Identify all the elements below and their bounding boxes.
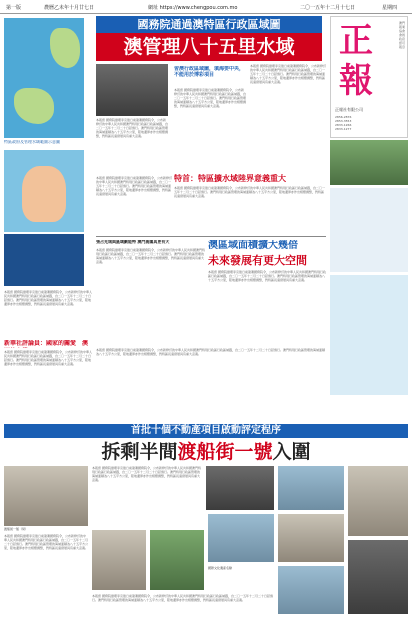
bottom-caption-1: 渡船街一號（局） (4, 527, 29, 531)
building-photo-1 (278, 466, 344, 510)
page-number: 第一版 (6, 5, 22, 11)
hand-illustration (4, 150, 84, 232)
lead-headline: 澳管理八十五里水域 (96, 33, 322, 61)
map-caption: 特區政府及管理水域範圍示意圖 (4, 140, 60, 144)
phone-1: 2856-2876 (335, 115, 352, 119)
section-body-3: 本報訊 國務院總理李克強日前簽署國務院令，公布新修訂的中華人民共和國澳門特別行政區行政區域圖，自二〇一五年十二月二十日起施行。澳門特別行政區管理的海域面積為八十五平方公里，陸地邊界亦作出相應調整，對特區長遠發展具有重大意義。 (96, 248, 205, 264)
weekday: 星期四 (382, 5, 398, 11)
section-body-1: 本報訊 國務院總理李克強日前簽署國務院令，公布新修訂的中華人民共和國澳門特別行政區行政區域圖，自二〇一五年十二月二十日起施行。澳門特別行政區管理的海域面積為八十五平方公里，陸地邊界亦作出相應調整，對特區長遠發展具有重大意義。 (96, 176, 172, 196)
building-photo-4 (150, 530, 204, 590)
building-photo-2 (348, 466, 408, 536)
lead-body-2: 本報訊 國務院總理李克強日前簽署國務院令，公布新修訂的中華人民共和國澳門特別行政區行政區域圖，自二〇一五年十二月二十日起施行。澳門特別行政區管理的海域面積為八十五平方公里，陸地邊界亦作出相應調整，對特區長遠發展具有重大意義。 (174, 88, 246, 108)
building-photo-7 (278, 566, 344, 614)
middle-body: 本報訊 國務院總理李克強日前簽署國務院令，公布新修訂的中華人民共和國澳門特別行政區行政區域圖，自二〇一五年十二月二十日起施行。澳門特別行政區管理的海域面積為八十五平方公里，陸地邊界亦作出相應調整，對特區長遠發展具有重大意義。 (96, 348, 325, 356)
map-land (50, 28, 80, 68)
site-url: 網址 https://www.chengpou.com.mo (148, 5, 238, 11)
bottom-headline-b: 渡船街一號 (177, 441, 273, 463)
phone-4: 2833-1277 (335, 127, 352, 131)
left-body-2: 本報訊 國務院總理李克強日前簽署國務院令，公布新修訂的中華人民共和國澳門特別行政區行政區域圖，自二〇一五年十二月二十日起施行。澳門特別行政區管理的海域面積為八十五平方公里，陸地邊界亦作出相應調整，對特區長遠發展具有重大意義。 (4, 350, 92, 366)
bottom-kicker: 首批十個不動產項目啟動評定程序 (4, 424, 408, 438)
masthead (330, 16, 408, 138)
meeting-photo (96, 64, 168, 116)
ad-panel-middle (330, 188, 408, 272)
subhead-6: 新華社評論員：國家的關愛 澳 (4, 340, 89, 347)
building-photo-5 (208, 514, 274, 562)
left-body-1: 本報訊 國務院總理李克強日前簽署國務院令，公布新修訂的中華人民共和國澳門特別行政區行政區域圖，自二〇一五年十二月二十日起施行。澳門特別行政區管理的海域面積為八十五平方公里，陸地邊界亦作出相應調整，對特區長遠發展具有重大意義。 (4, 290, 92, 306)
building-photo-6 (278, 514, 344, 562)
lead-body-3: 本報訊 國務院總理李克強日前簽署國務院令，公布新修訂的中華人民共和國澳門特別行政區行政區域圖，自二〇一五年十二月二十日起施行。澳門特別行政區管理的海域面積為八十五平方公里，陸地邊界亦作出相應調整，對特區長遠發展具有重大意義。 (250, 64, 326, 84)
lead-kicker: 國務院通過澳特區行政區域圖 (96, 16, 322, 33)
bottom-headline-c: 入圍 (272, 441, 311, 463)
bottom-body-1: 本報訊 國務院總理李克強日前簽署國務院令，公布新修訂的中華人民共和國澳門特別行政區行政區域圖，自二〇一五年十二月二十日起施行。澳門特別行政區管理的海域面積為八十五平方公里，陸地邊界亦作出相應調整，對特區長遠發展具有重大意義。 (4, 534, 88, 550)
bullet-list-panel (4, 234, 84, 286)
meeting-photo-2 (206, 466, 274, 510)
divider (96, 236, 326, 237)
bottom-caption-2: 國際文化遺產名錄 (208, 566, 233, 570)
subhead-4: 澳區域面積擴大幾倍 (208, 240, 298, 251)
map-land (14, 88, 54, 124)
street-photo (4, 466, 88, 526)
bottom-headline-a: 拆剩半間 (101, 441, 178, 463)
bottom-headline (4, 440, 408, 464)
masthead-side-text: 澳門報業協會會員 政府認可報章 (399, 21, 406, 49)
issue-date: 二〇一五年十二月十七日 (300, 5, 356, 11)
ad-panel-top (330, 140, 408, 185)
lead-body-1: 本報訊 國務院總理李克強日前簽署國務院令，公布新修訂的中華人民共和國澳門特別行政區行政區域圖，自二〇一五年十二月二十日起施行。澳門特別行政區管理的海域面積為八十五平方公里，陸地邊界亦作出相應調整，對特區長遠發展具有重大意義。 (96, 118, 168, 138)
building-photo-3 (92, 530, 146, 590)
subhead-2: 特首：特區擴水域陸界意義重大 (174, 174, 286, 183)
phone-2: 2853-3553 (335, 119, 352, 123)
masthead-logo: 正報 (339, 21, 373, 101)
ad-panel-bottom (330, 275, 408, 395)
subhead-1: 習澳行政區域圖，填海要中央，不能用於博彩項目 (174, 66, 245, 78)
lunar-date: 農曆乙未年十月廿七日 (44, 5, 95, 11)
subhead-3: 張占光城與區域劃能特 澳門高圍具更有大 (96, 240, 170, 244)
macau-map-illustration (4, 18, 84, 138)
publisher: 正報社有限公司 (335, 107, 363, 112)
hand-shape (22, 166, 66, 222)
building-photo-8 (348, 540, 408, 614)
page-header (0, 0, 412, 14)
bottom-body-3: 本報訊 國務院總理李克強日前簽署國務院令，公布新修訂的中華人民共和國澳門特別行政區行政區域圖，自二〇一五年十二月二十日起施行。澳門特別行政區管理的海域面積為八十五平方公里，陸地邊界亦作出相應調整，對特區長遠發展具有重大意義。 (92, 594, 273, 602)
subhead-5: 未來發展有更大空間 (208, 254, 307, 267)
section-body-4: 本報訊 國務院總理李克強日前簽署國務院令，公布新修訂的中華人民共和國澳門特別行政區行政區域圖，自二〇一五年十二月二十日起施行。澳門特別行政區管理的海域面積為八十五平方公里，陸地邊界亦作出相應調整，對特區長遠發展具有重大意義。 (208, 270, 326, 282)
phone-list (335, 115, 401, 131)
bottom-body-2: 本報訊 國務院總理李克強日前簽署國務院令，公布新修訂的中華人民共和國澳門特別行政區行政區域圖，自二〇一五年十二月二十日起施行。澳門特別行政區管理的海域面積為八十五平方公里，陸地邊界亦作出相應調整，對特區長遠發展具有重大意義。 (92, 466, 201, 482)
section-body-2: 本報訊 國務院總理李克強日前簽署國務院令，公布新修訂的中華人民共和國澳門特別行政區行政區域圖，自二〇一五年十二月二十日起施行。澳門特別行政區管理的海域面積為八十五平方公里，陸地邊界亦作出相應調整，對特區長遠發展具有重大意義。 (174, 186, 325, 198)
phone-3: 2833-1266 (335, 123, 352, 127)
